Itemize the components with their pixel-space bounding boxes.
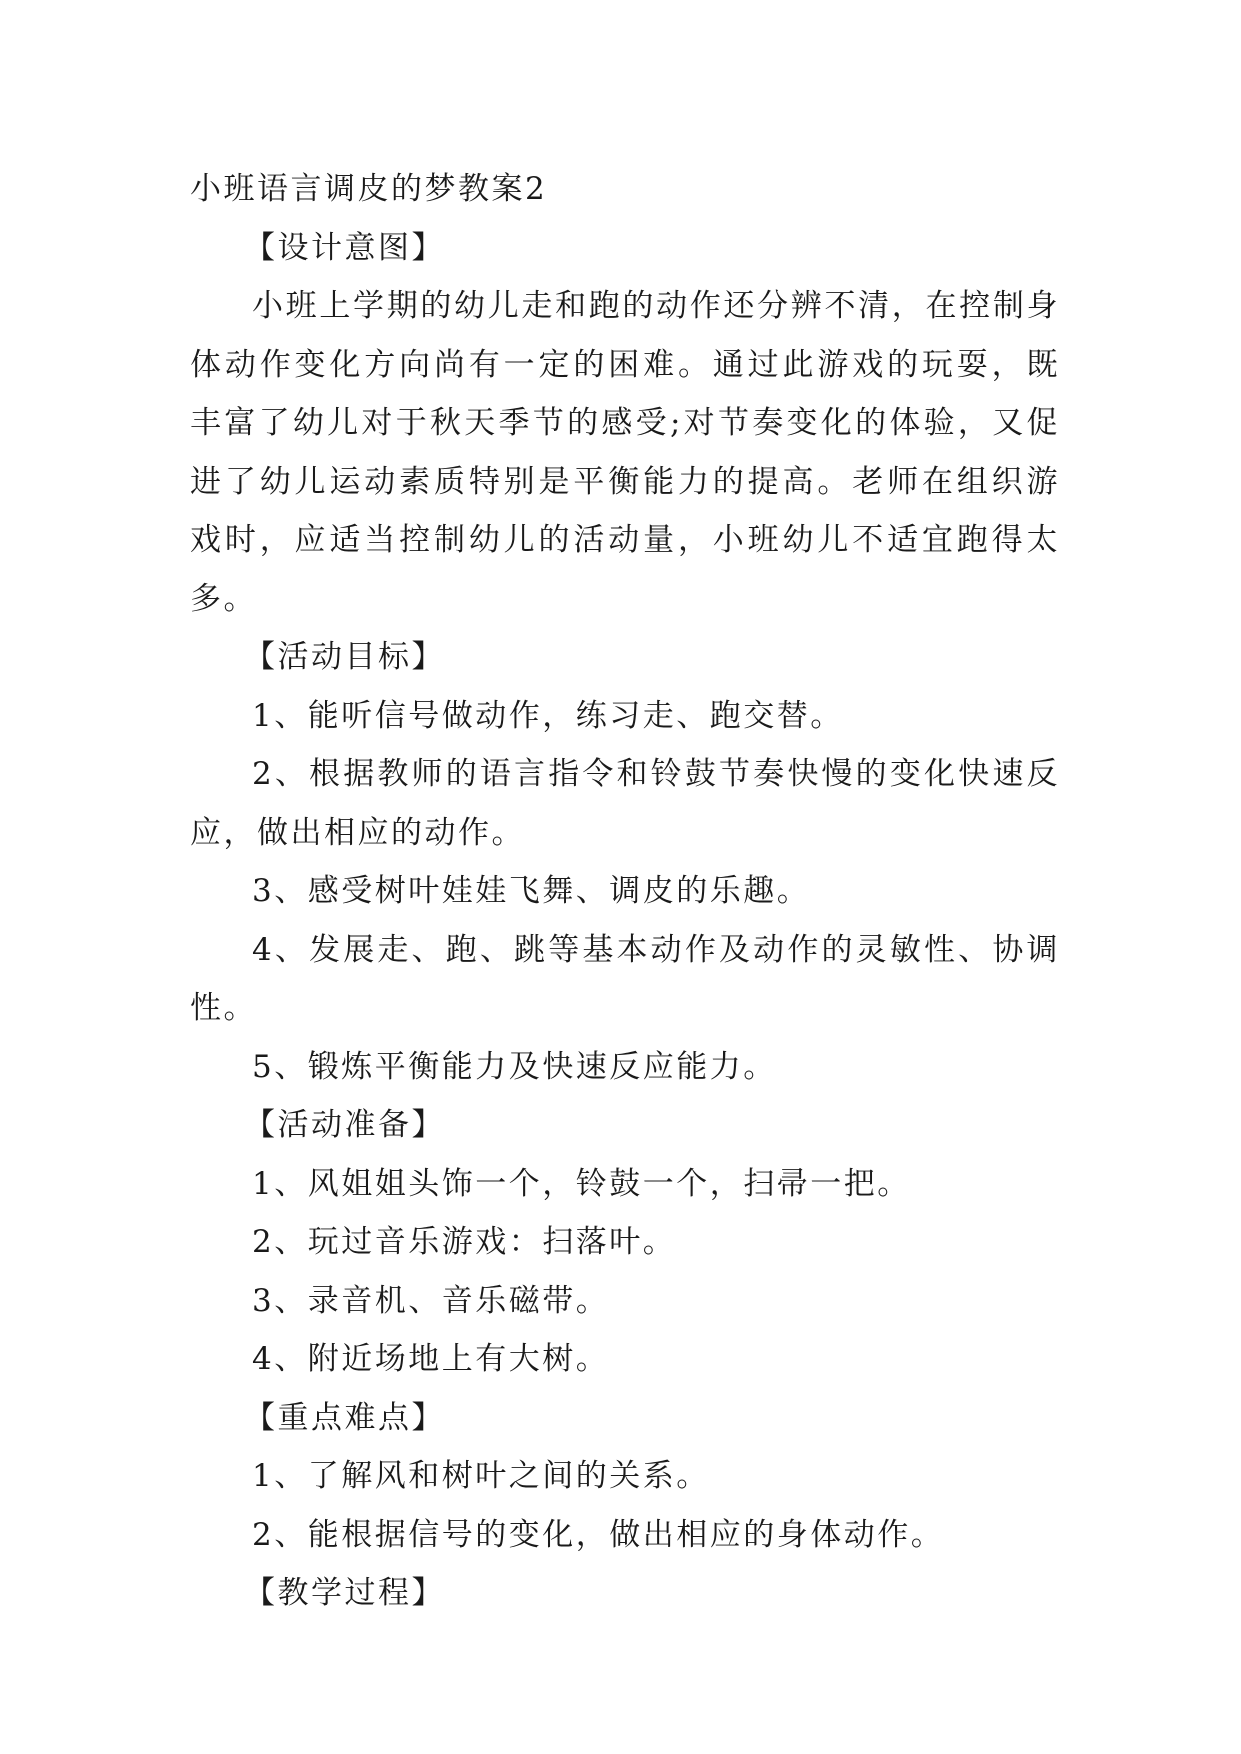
- goal-item-4: 4、发展走、跑、跳等基本动作及动作的灵敏性、协调性。: [190, 931, 1060, 1026]
- design-intent-paragraph: 小班上学期的幼儿走和跑的动作还分辨不清，在控制身体动作变化方向尚有一定的困难。通过此游戏的玩耍，既丰富了幼儿对于秋天季节的感受;对节奏变化的体验，又促进了幼儿运动素质特别是平衡能力的提高。老师在组织游戏时，应适当控制幼儿的活动量，小班幼儿不适宜跑得太多。: [190, 288, 1060, 617]
- goal-item-1: 1、能听信号做动作，练习走、跑交替。: [252, 697, 844, 734]
- document-title: 小班语言调皮的梦教案2: [190, 171, 548, 207]
- section-heading-teaching-process: 【教学过程】: [244, 1575, 445, 1611]
- section-heading-activity-prep: 【活动准备】: [244, 1107, 445, 1143]
- section-heading-activity-goals: 【活动目标】: [244, 639, 445, 675]
- key-point-item-2: 2、能根据信号的变化，做出相应的身体动作。: [252, 1516, 945, 1553]
- prep-item-3: 3、录音机、音乐磁带。: [252, 1282, 610, 1319]
- key-point-item-1: 1、了解风和树叶之间的关系。: [252, 1458, 710, 1494]
- prep-item-1: 1、风姐姐头饰一个，铃鼓一个，扫帚一把。: [252, 1165, 911, 1202]
- document-body: [190, 160, 1060, 1623]
- goal-item-3: 3、感受树叶娃娃飞舞、调皮的乐趣。: [252, 873, 811, 909]
- section-heading-key-points: 【重点难点】: [244, 1399, 445, 1436]
- prep-item-2: 2、玩过音乐游戏：扫落叶。: [252, 1224, 677, 1260]
- section-heading-design-intent: 【设计意图】: [244, 229, 445, 266]
- goal-item-5: 5、锻炼平衡能力及快速反应能力。: [252, 1048, 777, 1085]
- prep-item-4: 4、附近场地上有大树。: [252, 1341, 610, 1377]
- goal-item-2: 2、根据教师的语言指令和铃鼓节奏快慢的变化快速反应，做出相应的动作。: [190, 756, 1060, 851]
